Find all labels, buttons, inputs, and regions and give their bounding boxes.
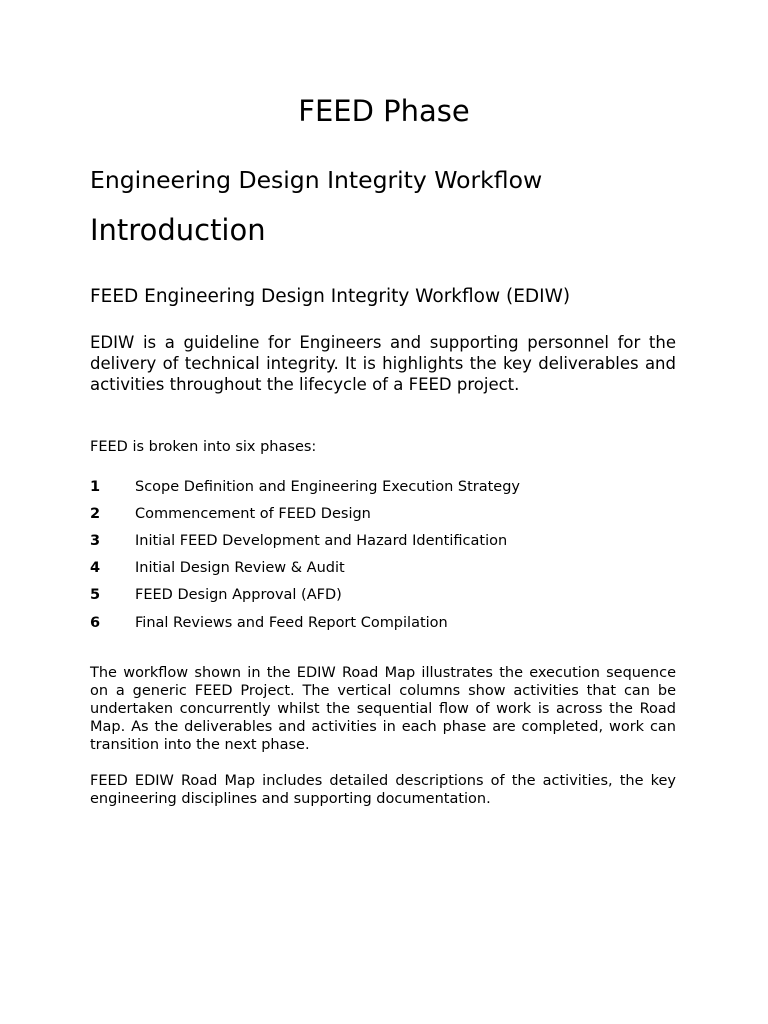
phase-number: 1	[90, 478, 101, 495]
lead-paragraph: EDIW is a guideline for Engineers and supporting personnel for the delivery of technical integrity. It is highlights the key deliverables and activities throughout the lifecycle of a FEED project.	[90, 333, 676, 394]
phase-number: 3	[90, 532, 101, 549]
roadmap-paragraph: FEED EDIW Road Map includes detailed descriptions of the activities, the key engineering disciplines and supporting documentation.	[90, 773, 676, 807]
document-title: FEED Phase	[298, 94, 470, 128]
introduction-heading: Introduction	[90, 213, 266, 247]
ediw-section-heading: FEED Engineering Design Integrity Workflow (EDIW)	[90, 286, 571, 307]
phase-label: Commencement of FEED Design	[135, 505, 371, 522]
phase-item	[90, 473, 690, 500]
phase-number: 2	[90, 505, 101, 522]
phase-item	[90, 555, 690, 582]
document-subtitle: Engineering Design Integrity Workflow	[90, 166, 543, 194]
phase-label: Scope Definition and Engineering Execution Strategy	[135, 478, 520, 495]
phase-number: 5	[90, 587, 101, 604]
phase-item	[90, 609, 690, 636]
phase-number: 4	[90, 560, 101, 577]
phase-list	[90, 473, 690, 636]
phase-list-intro: FEED is broken into six phases:	[90, 439, 317, 455]
phase-label: FEED Design Approval (AFD)	[135, 587, 342, 604]
phase-label: Initial FEED Development and Hazard Identification	[135, 532, 508, 549]
phase-item	[90, 500, 690, 527]
workflow-paragraph: The workflow shown in the EDIW Road Map illustrates the execution sequence on a generic FEED Project. The vertical columns show activities that can be undertaken concurrently whilst the sequential flow of work is across the Road Map. As the deliverables and activities in each phase are completed, work can transition into the next phase.	[90, 665, 676, 753]
phase-item	[90, 582, 690, 609]
phase-label: Final Reviews and Feed Report Compilation	[135, 614, 448, 631]
phase-item	[90, 527, 690, 554]
phase-label: Initial Design Review & Audit	[135, 560, 345, 577]
phase-number: 6	[90, 614, 101, 631]
